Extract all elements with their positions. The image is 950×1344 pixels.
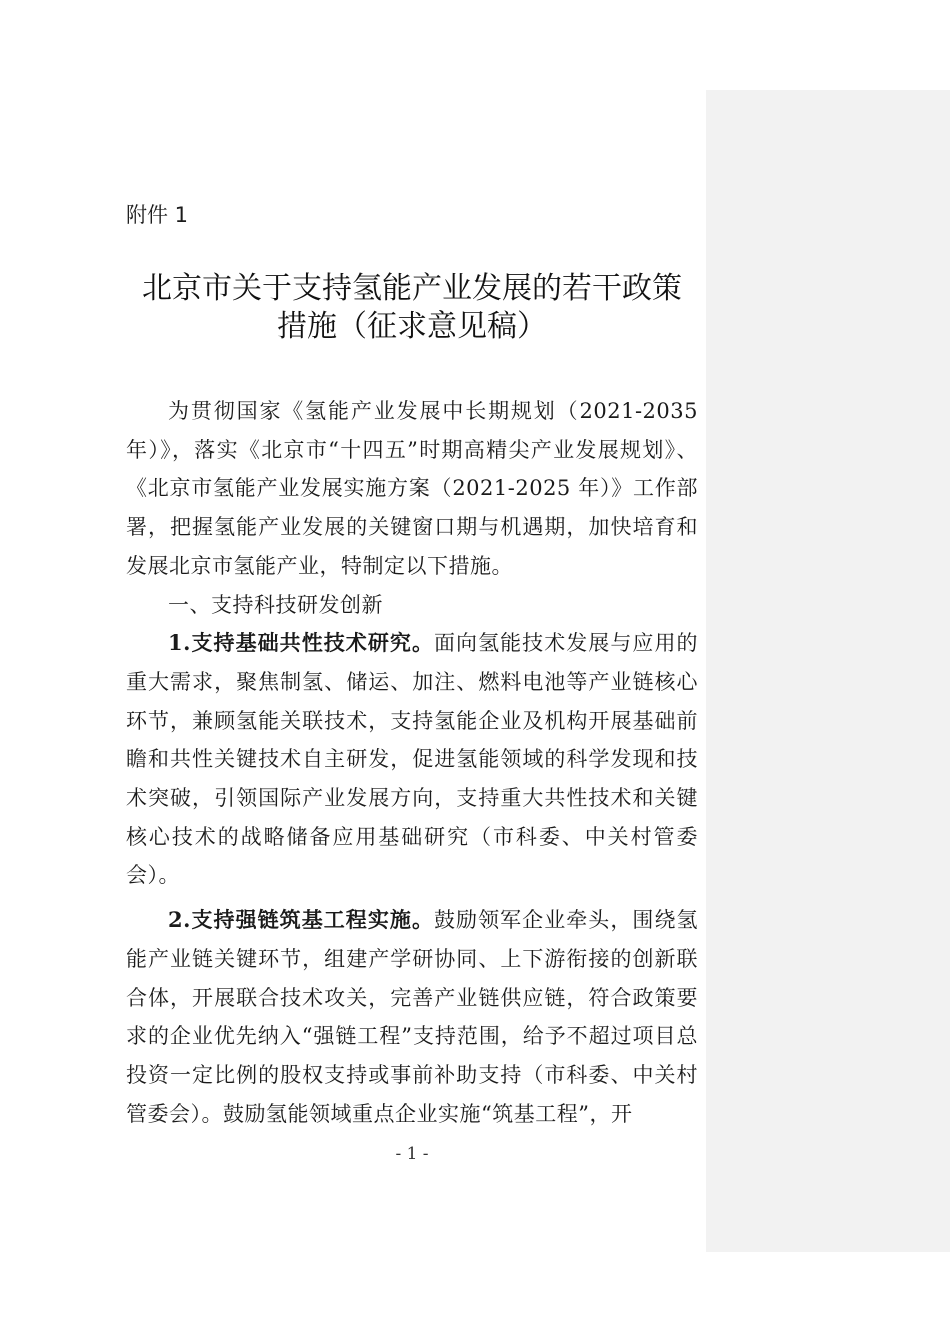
- item-2-paragraph: [126, 901, 698, 1133]
- document-title: [126, 270, 698, 346]
- comment-pane: [706, 90, 950, 1252]
- item-1-body: 面向氢能技术发展与应用的重大需求，聚焦制氢、储运、加注、燃料电池等产业链核心环节，兼顾氢能关联技术，支持氢能企业及机构开展基础前瞻和共性关键技术自主研发，促进氢能领域的科学发现和技术突破，引领国际产业发展方向，支持重大共性技术和关键核心技术的战略储备应用基础研究（市科委、中关村管委会）。: [126, 631, 698, 888]
- attachment-label: 附件 1: [126, 203, 189, 227]
- page-number: - 1 -: [395, 1144, 429, 1164]
- title-line-2: 措施（征求意见稿）: [277, 309, 547, 344]
- item-2-title: 2.支持强链筑基工程实施。: [168, 907, 434, 933]
- item-2-body: 鼓励领军企业牵头，围绕氢能产业链关键环节，组建产学研协同、上下游衔接的创新联合体，开展联合技术攻关，完善产业链供应链，符合政策要求的企业优先纳入“强链工程”支持范围，给予不超过项目总投资一定比例的股权支持或事前补助支持（市科委、中关村管委会）。鼓励氢能领域重点企业实施“筑基工程”，开: [126, 908, 698, 1126]
- document-body: [126, 392, 698, 1133]
- section-heading-1: 一、支持科技研发创新: [168, 592, 383, 617]
- title-line-1: 北京市关于支持氢能产业发展的若干政策: [142, 271, 682, 306]
- item-1-paragraph: [126, 624, 698, 895]
- intro-paragraph: 为贯彻国家《氢能产业发展中长期规划（2021-2035年）》，落实《北京市“十四五”时期高精尖产业发展规划》、《北京市氢能产业发展实施方案（2021-2025 年）》工作部署，把握氢能产业发展的关键窗口期与机遇期，加快培育和发展北京市氢能产业，特制定以下措施。: [126, 399, 698, 578]
- item-1-title: 1.支持基础共性技术研究。: [168, 630, 434, 656]
